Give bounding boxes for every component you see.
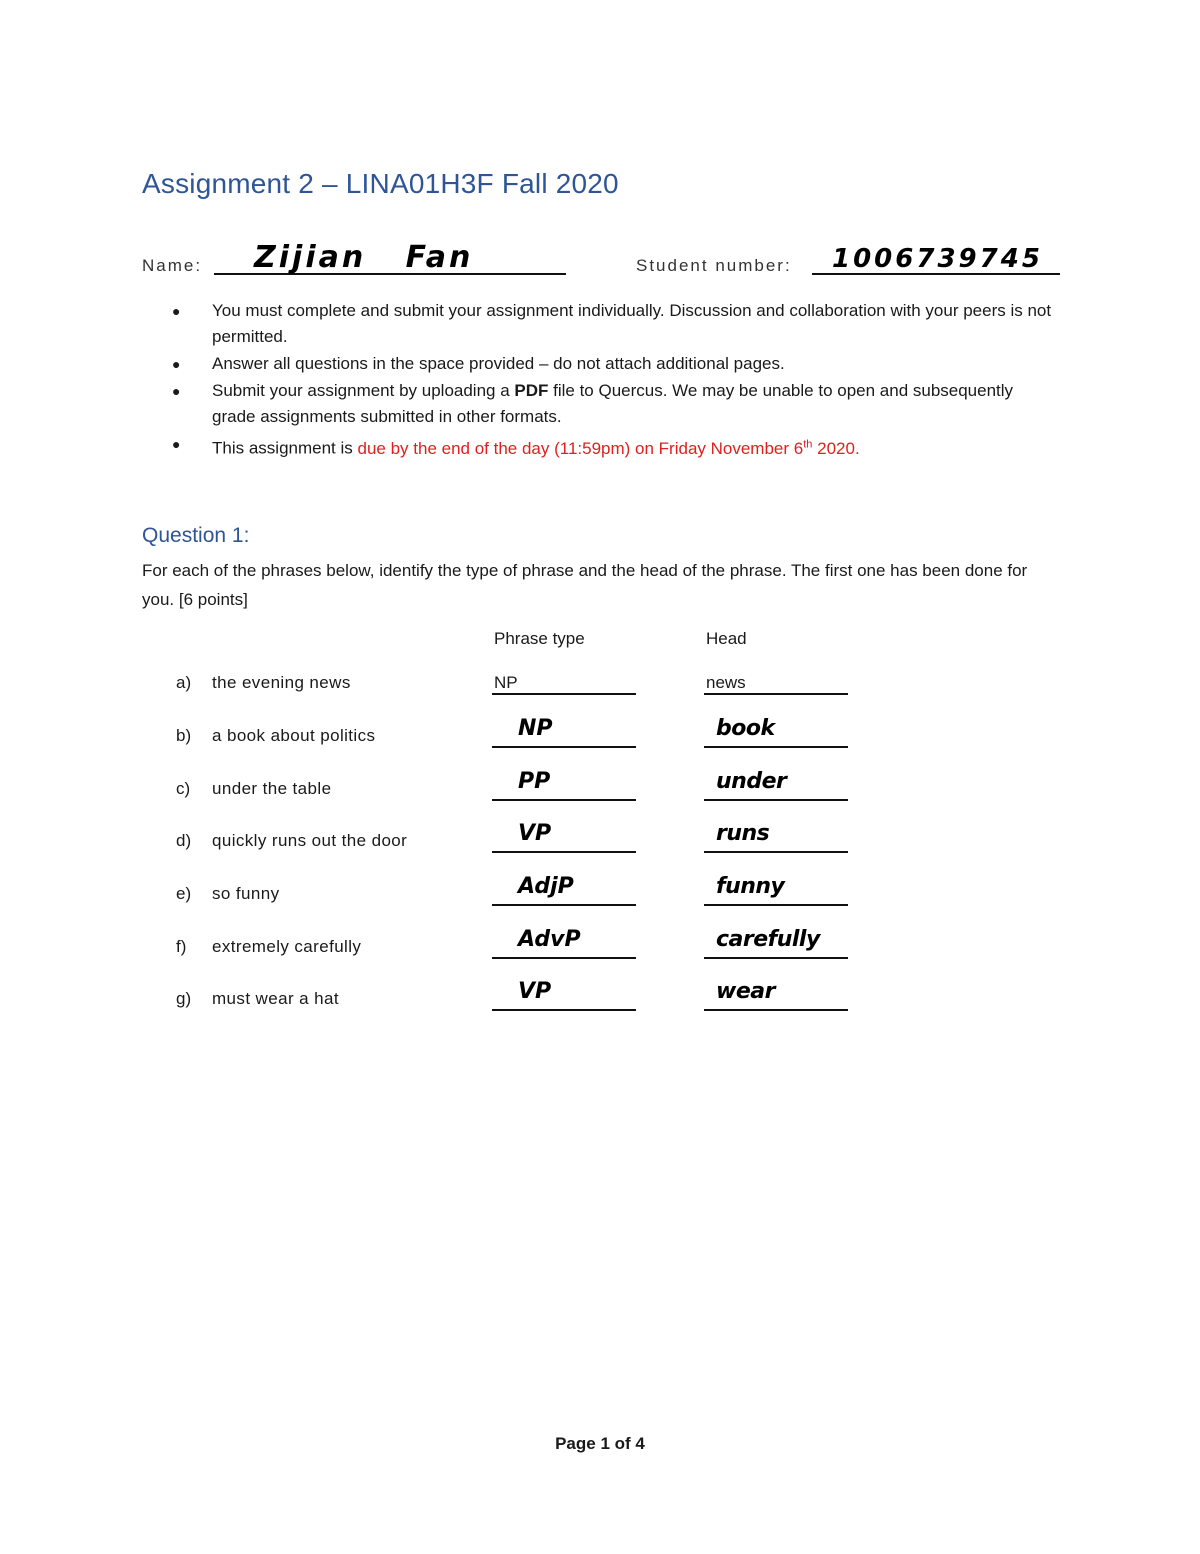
student-number-handwriting: 1006739745 xyxy=(832,244,1043,274)
question-1-prompt: For each of the phrases below, identify the type of phrase and the head of the phrase. The first one has been done for you. [6 points] xyxy=(142,561,1028,609)
phrase-type-underline xyxy=(492,851,636,853)
row-phrase: must wear a hat xyxy=(212,989,339,1008)
instruction-item: ● Submit your assignment by uploading a PDF file to Quercus. We may be unable to open and subsequently grade assignments submitted in other formats. xyxy=(172,378,1052,430)
phrase-type-underline xyxy=(492,693,636,695)
row-phrase: a book about politics xyxy=(212,726,376,745)
row-letter: f) xyxy=(176,937,187,956)
bullet-icon: ● xyxy=(172,436,181,452)
head-underline xyxy=(704,799,848,801)
phrase-type-answer: NP xyxy=(494,673,518,692)
bullet-icon: ● xyxy=(172,356,181,372)
head-underline xyxy=(704,1009,848,1011)
head-underline xyxy=(704,693,848,695)
instruction-item: ● This assignment is due by the end of the day (11:59pm) on Friday November 6th 2020. xyxy=(172,431,1052,462)
bullet-icon: ● xyxy=(172,383,181,399)
phrase-type-underline xyxy=(492,1009,636,1011)
row-letter: a) xyxy=(176,673,192,692)
page-footer: Page 1 of 4 xyxy=(555,1434,645,1453)
row-phrase: so funny xyxy=(212,884,280,903)
row-phrase: quickly runs out the door xyxy=(212,831,408,850)
page-title: Assignment 2 – LINA01H3F Fall 2020 xyxy=(142,168,619,199)
col-phrase-type-header: Phrase type xyxy=(494,629,585,648)
instruction-item: ● Answer all questions in the space provided – do not attach additional pages. xyxy=(172,351,1052,377)
phrase-type-underline xyxy=(492,799,636,801)
phrase-type-underline xyxy=(492,904,636,906)
phrase-type-handwriting: VP xyxy=(518,979,552,1004)
head-answer: news xyxy=(706,673,746,692)
head-handwriting: under xyxy=(716,769,787,794)
instruction-item: ● You must complete and submit your assignment individually. Discussion and collaboration with your peers is not permitted. xyxy=(172,298,1052,350)
due-date: due by the end of the day (11:59pm) on Friday November 6th 2020. xyxy=(357,438,860,458)
row-phrase: extremely carefully xyxy=(212,937,362,956)
phrase-type-handwriting: PP xyxy=(518,769,551,794)
phrase-type-handwriting: VP xyxy=(518,821,552,846)
student-number-label: Student number: xyxy=(636,256,792,275)
col-head-header: Head xyxy=(706,629,747,648)
phrase-type-underline xyxy=(492,957,636,959)
head-underline xyxy=(704,746,848,748)
head-handwriting: book xyxy=(716,716,775,741)
name-handwriting: Zijian Fan xyxy=(254,240,474,275)
row-letter: b) xyxy=(176,726,192,745)
head-handwriting: runs xyxy=(716,821,770,846)
row-letter: e) xyxy=(176,884,192,903)
head-underline xyxy=(704,957,848,959)
head-underline xyxy=(704,851,848,853)
phrase-type-handwriting: AdjP xyxy=(518,874,574,899)
row-phrase: the evening news xyxy=(212,673,351,692)
head-underline xyxy=(704,904,848,906)
phrase-type-underline xyxy=(492,746,636,748)
phrase-type-handwriting: NP xyxy=(518,716,553,741)
name-label: Name: xyxy=(142,256,203,275)
row-letter: g) xyxy=(176,989,192,1008)
phrase-type-handwriting: AdvP xyxy=(518,927,581,952)
question-1-title: Question 1: xyxy=(142,524,250,547)
row-phrase: under the table xyxy=(212,779,332,798)
row-letter: c) xyxy=(176,779,191,798)
instructions-list xyxy=(172,298,1052,463)
row-letter: d) xyxy=(176,831,192,850)
head-handwriting: funny xyxy=(716,874,785,899)
bullet-icon: ● xyxy=(172,303,181,319)
head-handwriting: wear xyxy=(716,979,775,1004)
head-handwriting: carefully xyxy=(716,927,820,952)
